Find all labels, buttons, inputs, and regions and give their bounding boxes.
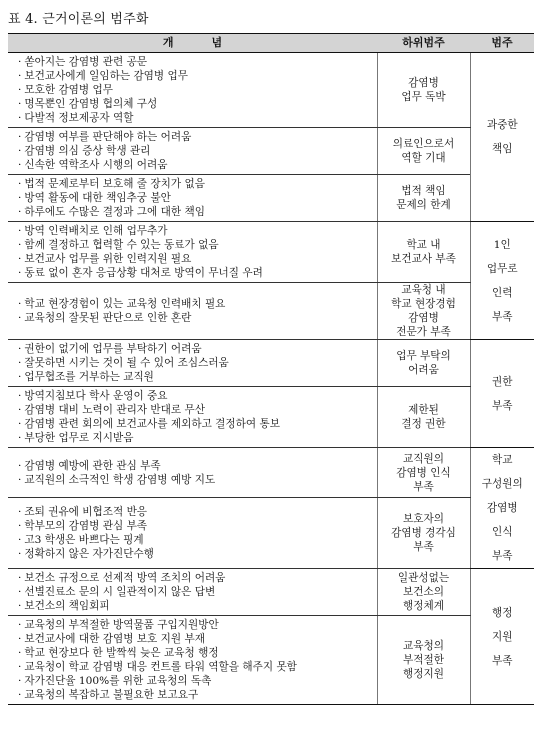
concept-item: · 명목뿐인 감염병 협의체 구성 [18,97,377,111]
category-label-line: 부족 [492,399,513,412]
concept-item: · 학교 현장보다 한 발짝씩 늦은 교육청 행정 [18,646,377,660]
subcategory-label-line: 보건교사 부족 [391,253,456,265]
concept-item: · 교육청의 복잡하고 불필요한 보고요구 [18,688,377,702]
table-row [8,175,534,222]
subcategory-label-line: 의료인으로서 [392,138,455,150]
category-label-line: 지원 [492,630,513,643]
categorization-table [8,33,534,705]
subcategory-label-line: 교직원의 [403,452,444,465]
concept-item: · 학부모의 감염병 관심 부족 [18,519,377,533]
concept-item: · 다발적 정보제공자 역할 [18,111,377,125]
concept-item: · 교육청의 부적절한 방역물품 구입지원방안 [18,618,377,632]
header-concept: 개 념 [8,34,377,53]
concept-item: · 함께 결정하고 협력할 수 있는 동료가 없음 [18,238,377,252]
header-subcategory: 하위범주 [377,34,470,53]
concept-item: · 잘못하면 시키는 것이 될 수 있어 조심스러움 [18,356,377,370]
subcategory-label-line: 부적절한 [403,654,444,666]
subcategory-label-line: 감염병 [408,77,439,89]
subcategory-cell [377,498,470,569]
subcategory-label-line: 업무 독박 [401,91,446,103]
subcategory-cell [377,222,470,283]
category-label-line: 감염병 [486,502,518,514]
subcategory-cell [377,283,470,340]
concept-cell [8,222,377,283]
table-row [8,387,534,448]
subcategory-label-line: 일관성없는 [397,572,450,584]
subcategory-cell [377,53,470,128]
category-cell [470,222,534,340]
table-row [8,498,534,569]
subcategory-label-line: 전문가 부족 [396,326,451,338]
category-label-line: 부족 [492,654,513,667]
subcategory-label-line: 학교 내 [406,239,441,251]
concept-item: · 법적 문제로부터 보호해 줄 장치가 없음 [18,177,377,191]
concept-item: · 학교 현장경험이 있는 교육청 인력배치 필요 [18,297,377,311]
concept-item: · 교육청의 잘못된 판단으로 인한 혼란 [18,311,377,325]
concept-item: · 신속한 역학조사 시행의 어려움 [18,158,377,172]
category-cell [470,53,534,222]
concept-item: · 보건교사에게 일임하는 감염병 업무 [18,69,377,83]
table-row [8,569,534,616]
category-label-line: 권한 [492,375,513,388]
subcategory-label-line: 역할 기대 [401,152,446,164]
concept-item: · 방역 인력배치로 인해 업무추가 [18,224,377,238]
concept-item: · 부당한 업무로 지시받음 [18,431,377,445]
subcategory-label-line: 보호자의 [403,513,444,525]
concept-cell [8,616,377,705]
subcategory-label-line: 부족 [413,480,434,493]
subcategory-label-line: 감염병 인식 [396,466,451,479]
concept-cell [8,448,377,498]
concept-item: · 동료 없이 혼자 응급상황 대처로 방역이 무너질 우려 [18,266,377,280]
category-label-line: 부족 [492,550,513,562]
concept-cell [8,53,377,128]
subcategory-label-line: 결정 권한 [401,418,446,430]
subcategory-label-line: 제한된 [408,404,439,416]
concept-item: · 보건교사에 대한 감염병 보호 지원 부재 [18,632,377,646]
subcategory-cell [377,340,470,387]
subcategory-label-line: 행정체계 [403,600,444,612]
table-row [8,340,534,387]
table-row [8,53,534,128]
subcategory-cell [377,616,470,705]
concept-item: · 감염병 의심 증상 학생 관리 [18,144,377,158]
table-row [8,222,534,283]
table-row [8,283,534,340]
subcategory-label-line: 문제의 한계 [396,199,451,211]
concept-item: · 정확하지 않은 자가진단수행 [18,547,377,561]
subcategory-label-line: 학교 현장경험 [391,298,456,310]
category-label-line: 행정 [492,606,513,619]
category-label-line: 구성원의 [481,478,523,490]
concept-cell [8,569,377,616]
subcategory-cell [377,448,470,498]
subcategory-cell [377,128,470,175]
concept-item: · 모호한 감염병 업무 [18,83,377,97]
concept-item: · 교직원의 소극적인 학생 감염병 예방 지도 [18,473,377,487]
category-label-line: 부족 [492,310,513,323]
concept-item: · 방역 활동에 대한 책임추궁 불안 [18,191,377,205]
category-label-line: 학교 [492,454,513,466]
concept-item: · 방역지침보다 학사 운영이 중요 [18,389,377,403]
subcategory-label-line: 어려움 [408,364,439,376]
category-label-line: 인식 [492,526,513,538]
concept-item: · 감염병 대비 노력이 관리자 반대로 무산 [18,403,377,417]
subcategory-label-line: 업무 부탁의 [396,350,451,362]
table-row [8,616,534,705]
category-label-line: 1인 [493,238,511,251]
category-label-line: 업무로 [486,262,518,275]
concept-item: · 보건소의 책임회피 [18,599,377,613]
subcategory-label-line: 법적 책임 [401,185,446,197]
concept-item: · 업무협조를 거부하는 교직원 [18,370,377,384]
table-row [8,128,534,175]
category-label-line: 인력 [492,286,513,299]
category-cell [470,340,534,448]
subcategory-label-line: 교육청 내 [401,284,446,296]
subcategory-label-line: 부족 [413,541,434,553]
subcategory-label-line: 교육청의 [403,640,444,652]
concept-item: · 자가진단율 100%를 위한 교육청의 독촉 [18,674,377,688]
category-label-line: 과중한 [486,119,518,131]
subcategory-cell [377,387,470,448]
concept-item: · 감염병 관련 회의에 보건교사를 제외하고 결정하여 통보 [18,417,377,431]
concept-item: · 감염병 예방에 관한 관심 부족 [18,459,377,473]
concept-item: · 하루에도 수많은 결정과 그에 대한 책임 [18,205,377,219]
table-header-row [8,34,534,53]
table-row [8,448,534,498]
concept-item: · 보건소 규정으로 선제적 방역 조치의 어려움 [18,571,377,585]
subcategory-label-line: 보건소의 [403,586,444,598]
concept-cell [8,128,377,175]
category-cell [470,448,534,569]
table-body [8,53,534,705]
concept-cell [8,387,377,448]
concept-item: · 교육청이 학교 감염병 대응 컨트롤 타워 역할을 해주지 못함 [18,660,377,674]
table-caption: 표 4. 근거이론의 범주화 [8,12,149,27]
concept-item: · 쏟아지는 감염병 관련 공문 [18,55,377,69]
concept-cell [8,498,377,569]
subcategory-label-line: 행정지원 [403,668,444,680]
subcategory-label-line: 감염병 [408,312,439,324]
subcategory-cell [377,569,470,616]
concept-cell [8,340,377,387]
subcategory-label-line: 감염병 경각심 [391,527,456,539]
concept-item: · 보건교사 업무를 위한 인력지원 필요 [18,252,377,266]
header-category: 범주 [470,34,534,53]
concept-item: · 권한이 없기에 업무를 부탁하기 어려움 [18,342,377,356]
concept-item: · 조퇴 권유에 비협조적 반응 [18,505,377,519]
category-label-line: 책임 [492,143,513,155]
concept-item: · 고3 학생은 바쁘다는 핑계 [18,533,377,547]
concept-cell [8,283,377,340]
category-cell [470,569,534,705]
concept-item: · 선별진료소 문의 시 일관적이지 않은 답변 [18,585,377,599]
concept-cell [8,175,377,222]
subcategory-cell [377,175,470,222]
concept-item: · 감염병 여부를 판단해야 하는 어려움 [18,130,377,144]
